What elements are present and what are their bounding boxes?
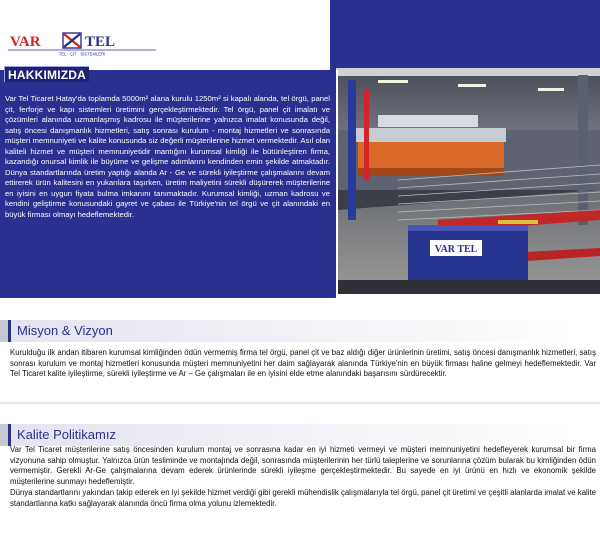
photo-sign: VAR TEL — [434, 244, 478, 255]
vartel-logo[interactable] — [8, 30, 156, 56]
logo-text-right: TEL — [85, 34, 116, 50]
section-divider — [0, 402, 600, 406]
about-title: HAKKIMIZDA — [4, 66, 89, 82]
mission-text: Kurulduğu ilk andan itibaren kurumsal kimliğinden ödün vermemiş firma tel örgü, panel çit ve baz aldığı diğer ürünlerinin üretimi, satış öncesi danışmanlık hizmetleri, satış sonrası kurulum ve montaj hizmetleri konusunda müşteri memnuniyetini her daim sağlayarak alanında Türkiye'nin en büyük firması haline gelmeyi hedeflemektedir. Var Tel Ticaret kalite iyileştirme, sürekli iyileştirme ve Ar – Ge çalışmaları ile en iyisini elde etme alanındaki başarısını sürdürecektir. — [10, 348, 596, 379]
quality-side-bar — [0, 424, 8, 446]
logo-cross-icon — [63, 33, 81, 48]
quality-header — [8, 424, 568, 446]
quality-text: Var Tel Ticaret müşterilerine satış öncesinden kurulum montaj ve sonrasına kadar en iyi hizmeti vermeyi ve müşteri memnuniyetini hedefleyerek kurumsal bir firma vizyonuna sahip olmuştur. Yalnızca ürün tesliminde ve montajında değil, sonrasında müşterilerinin her türlü taleplerine ve sorunlarına çözüm bularak bu kimliğinden ödün vermemiştir. Gerekli Ar-Ge çalışmalarına devam ederek ürünlerinde sürekli iyileşme gerçekleştirmektedir. Bu sayede en iyi ürünü en hızlı ve ekonomik şekilde müşterilerine sunmayı hedeflemiştir. — [10, 445, 596, 486]
mission-side-bar — [0, 320, 8, 342]
logo-text-left: VAR — [10, 34, 41, 50]
factory-photo — [338, 70, 600, 294]
mission-title: Misyon & Vizyon — [17, 323, 113, 338]
about-text: Var Tel Ticaret Hatay'da toplamda 5000m² alana kurulu 1250m² si kapalı alanda, tel örgü, panel çit, ferforje ve kapı sistemleri üretimini gerçekleştirmektedir. Tel örgü, panel çit imalatı ve çözümleri alanında uzmanlaşmış kadrosu ile müşterilerine yalnızca imalat konusunda değil, satış öncesi danışmanlık hizmetleri, satış sonrası kurulum - montaj hizmetleri ve sonrasında müşteri memnuniyeti ve kalite konusunda siz değerli müşterilerine hizmet vermektedir. Asıl olan kaliteli hizmet ve müşteri memnuniyetidir mantığını kurumsal kimliği ile bütünleştiren firma, kazandığı onursal kimlik ile büyüme ve gelişme adımlarını kendinden emin şekilde atmaktadır. Dünya standartlarında üretim yaptığı alanda Ar - Ge ve sürekli iyileştirme çalışmalarını devam ettirerek ürün kalitesini en yukarılara taşırken, üretim maliyetini sürekli düşürerek müşterilerine en iyisini en uygun fiyata bulma imkanını tanımaktadır. Kurumsal kimliği, uzman kadrosu ve kendini geliştirme konusundaki gayret ve çabası ile Türkiye'nin tel örgü ve çit alanındaki en büyük firması olmayı hedeflemektedir. — [5, 94, 330, 220]
quality-text-2: Dünya standartlarını yakından takip ederek en iyi şekilde hizmet verdiği gibi gerekli mühendislik çalışmalarıyla tel örgü, panel çit üretimi ve çeşitli alanlarda imalat ve kalite standartlarına katkı sağlayarak alanında öncü firma olma yolunu izlemektedir. — [10, 488, 596, 508]
quality-title: Kalite Politikamız — [17, 427, 116, 442]
logo-subtitle: TEL · ÇİT · SİSTEMLERİ — [58, 51, 106, 56]
header-accent-block — [330, 0, 600, 70]
mission-header — [8, 320, 568, 342]
